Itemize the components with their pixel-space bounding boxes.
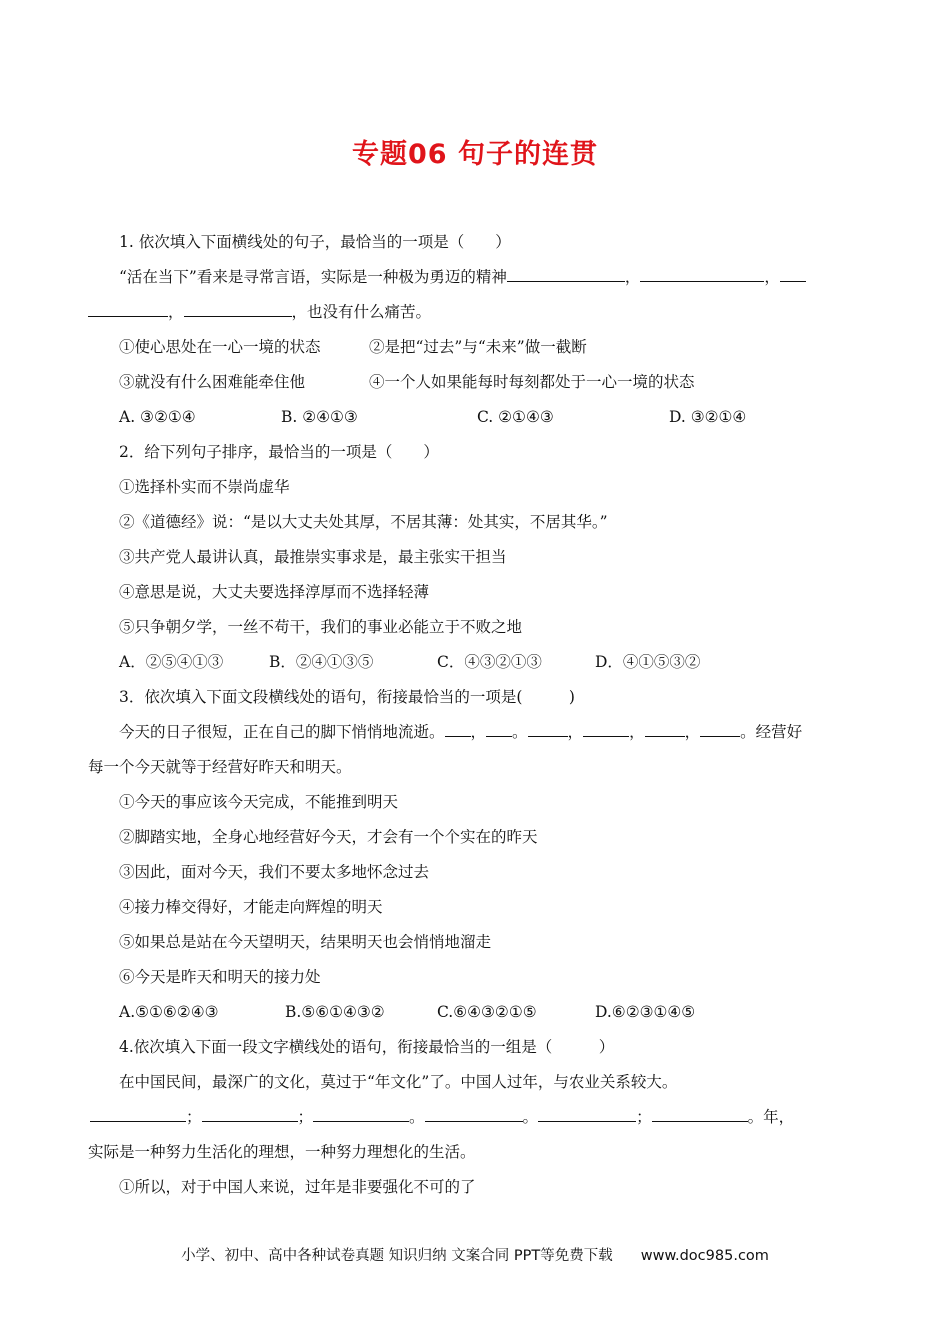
q2-item-2: ②《道德经》说：“是以大丈夫处其厚，不居其薄：处其实，不居其华。” [119,513,608,531]
blank-line [583,719,629,737]
punct: 。经营好 [740,723,803,741]
q2-stem: 2．给下列句子排序，最恰当的一项是（ ） [119,443,439,461]
q2-item-5: ⑤只争朝夕学，一丝不苟干，我们的事业必能立于不败之地 [119,618,523,636]
q1-stem: 1. 依次填入下面横线处的句子，最恰当的一项是（ ） [119,233,511,251]
punct: ； [636,1108,652,1126]
punct: ， [470,723,487,741]
q3-item-4: ④接力棒交得好，才能走向辉煌的明天 [119,898,383,916]
blank-line [507,264,625,282]
q1-passage-a: “活在当下”看来是寻常言语，实际是一种极为勇迈的精神 [119,268,507,286]
q2-item-1: ①选择朴实而不崇尚虚华 [119,478,290,496]
blank-line [445,719,471,737]
punct: ； [186,1108,202,1126]
q1-options [88,403,864,438]
q3-item-3: ③因此，面对今天，我们不要太多地怀念过去 [119,863,430,881]
q2-options [88,648,864,683]
q4-item-1: ①所以，对于中国人来说，过年是非要强化不可的了 [119,1178,476,1196]
footer-text: 小学、初中、高中各种试卷真题 知识归纳 文案合同 PPT等免费下载 [181,1248,613,1264]
q3-option-b: B.⑤⑥①④③② [285,1003,385,1021]
q1-option-c: C. ②①④③ [477,408,554,426]
punct: 。年， [747,1108,795,1126]
q3-option-c: C.⑥④③②①⑤ [437,1003,537,1021]
q1-item-3: ③就没有什么困难能牵住他 [119,373,306,391]
q2-option-b: B．②④①③⑤ [269,653,374,671]
q3-item-6: ⑥今天是昨天和明天的接力处 [119,968,321,986]
q1-option-d: D. ③②①④ [669,408,747,426]
q1-item-2: ②是把“过去”与“未来”做一截断 [369,338,587,356]
blank-line [313,1104,409,1122]
q2-option-d: D．④①⑤③② [595,653,701,671]
punct: ， [624,268,641,286]
q3-options [88,998,864,1033]
blank-line [202,1104,298,1122]
q1-passage-line2 [88,298,864,333]
punct: ， [764,268,780,286]
q1-item-4: ④一个人如果能每时每刻都处于一心一境的状态 [369,373,695,391]
blank-line [425,1104,523,1122]
q4-passage-b: 实际是一种努力生活化的理想，一种努力理想化的生活。 [88,1143,476,1161]
q2-item-3: ③共产党人最讲认真，最推崇实事求是，最主张实干担当 [119,548,507,566]
punct: ， [629,723,645,741]
q3-item-5: ⑤如果总是站在今天望明天，结果明天也会悄悄地溜走 [119,933,492,951]
q1-item-1: ①使心思处在一心一境的状态 [119,338,321,356]
punct: 。 [409,1108,425,1126]
q2-option-c: C．④③②①③ [437,653,542,671]
q4-passage-a: 在中国民间，最深广的文化，莫过于“年文化”了。中国人过年，与农业关系较大。 [119,1073,678,1091]
q1-option-b: B. ②④①③ [281,408,358,426]
q3-option-a: A.⑤①⑥②④③ [119,1003,219,1021]
blank-line [88,299,168,317]
punct: 。 [512,723,528,741]
q3-stem: 3．依次填入下面文段横线处的语句，衔接最恰当的一项是( ) [119,688,575,706]
blank-line [640,264,764,282]
blank-line [184,299,292,317]
q1-passage-line1 [88,263,864,298]
blank-line [90,1104,186,1122]
q1-passage-b: ，也没有什么痛苦。 [291,303,432,321]
q3-item-2: ②脚踏实地，全身心地经营好今天，才会有一个个实在的昨天 [119,828,538,846]
q1-items-row2 [88,368,864,403]
q3-passage-b: 每一个今天就等于经营好昨天和明天。 [88,758,352,776]
punct: 。 [522,1108,539,1126]
question-list [88,228,864,1208]
q1-items-row1 [88,333,864,368]
blank-line [486,719,512,737]
blank-line [528,719,568,737]
punct: ； [297,1108,314,1126]
q3-option-d: D.⑥②③①④⑤ [595,1003,696,1021]
q4-stem: 4.依次填入下面一段文字横线处的语句，衔接最恰当的一组是（ ） [119,1038,615,1056]
q3-item-1: ①今天的事应该今天完成，不能推到明天 [119,793,399,811]
blank-line [538,1104,636,1122]
blank-line [780,264,806,282]
blank-line [645,719,685,737]
punct: ， [684,723,701,741]
q3-passage-line1 [88,718,864,753]
footer-site-link[interactable]: www.doc985.com [640,1248,769,1264]
blank-line [652,1104,748,1122]
punct: ， [168,303,184,321]
page-title: 专题06 句子的连贯 [352,139,598,170]
blank-line [700,719,740,737]
q2-item-4: ④意思是说，大丈夫要选择淳厚而不选择轻薄 [119,583,430,601]
q1-option-a: A. ③②①④ [119,408,196,426]
q2-option-a: A．②⑤④①③ [119,653,224,671]
q3-passage-a: 今天的日子很短，正在自己的脚下悄悄地流逝。 [119,723,445,741]
page-footer [0,1244,950,1265]
q4-blanks-line [88,1103,864,1138]
punct: ， [567,723,584,741]
